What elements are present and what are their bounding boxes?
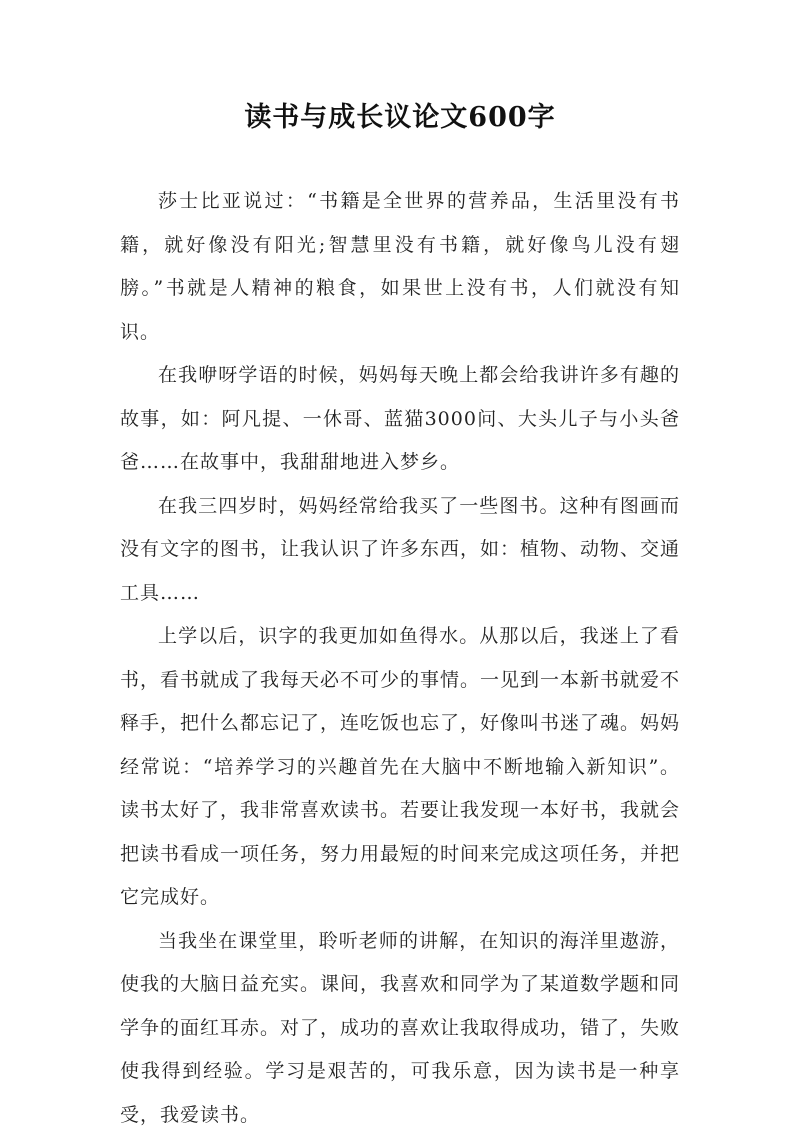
- paragraph-5: 当我坐在课堂里，聆听老师的讲解，在知识的海洋里遨游，使我的大脑日益充实。课间，我喜欢和同学为了某道数学题和同学争的面红耳赤。对了，成功的喜欢让我取得成功，错了，失败使我得到经验。学习是艰苦的，可我乐意，因为读书是一种享受，我爱读书。: [120, 920, 680, 1137]
- document-title: 读书与成长议论文600字: [0, 98, 800, 138]
- paragraph-4: 上学以后，识字的我更加如鱼得水。从那以后，我迷上了看书，看书就成了我每天必不可少的事情。一见到一本新书就爱不释手，把什么都忘记了，连吃饭也忘了，好像叫书迷了魂。妈妈经常说：“培养学习的兴趣首先在大脑中不断地输入新知识”。读书太好了，我非常喜欢读书。若要让我发现一本好书，我就会把读书看成一项任务，努力用最短的时间来完成这项任务，并把它完成好。: [120, 615, 680, 920]
- document-body: [120, 180, 680, 1137]
- paragraph-3: 在我三四岁时，妈妈经常给我买了一些图书。这种有图画而没有文字的图书，让我认识了许多东西，如：植物、动物、交通工具……: [120, 485, 680, 616]
- paragraph-1: 莎士比亚说过：“书籍是全世界的营养品，生活里没有书籍，就好像没有阳光;智慧里没有书籍，就好像鸟儿没有翅膀。”书就是人精神的粮食，如果世上没有书，人们就没有知识。: [120, 180, 680, 354]
- paragraph-2: 在我咿呀学语的时候，妈妈每天晚上都会给我讲许多有趣的故事，如：阿凡提、一休哥、蓝猫3000问、大头儿子与小头爸爸……在故事中，我甜甜地进入梦乡。: [120, 354, 680, 485]
